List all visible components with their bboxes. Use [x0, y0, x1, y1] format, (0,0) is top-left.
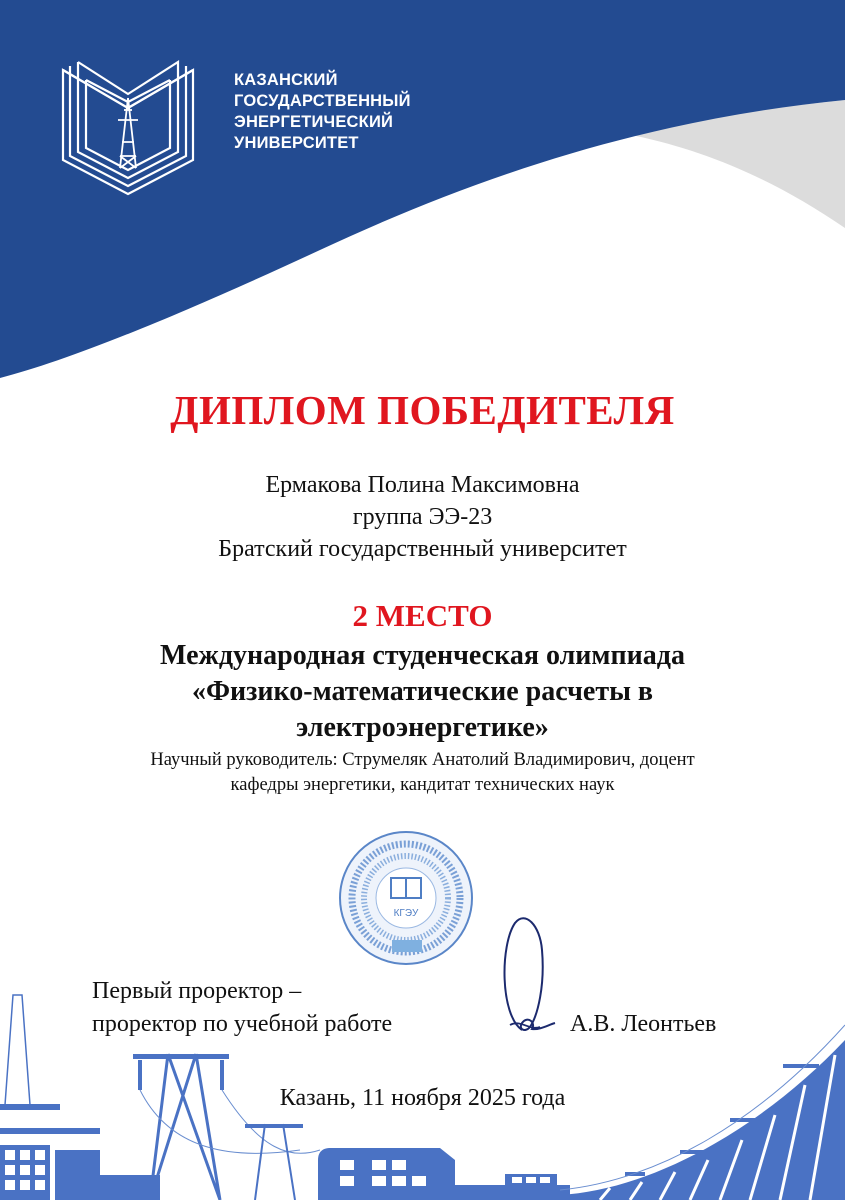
- diploma-title: ДИПЛОМ ПОБЕДИТЕЛЯ: [170, 387, 675, 433]
- university-name-line: УНИВЕРСИТЕТ: [234, 134, 359, 152]
- recipient-institution: Братский государственный университет: [218, 536, 627, 562]
- university-name-line: ЭНЕРГЕТИЧЕСКИЙ: [234, 113, 394, 131]
- supervisor-line: кафедры энергетики, кандитат технических наук: [230, 775, 615, 795]
- supervisor-line: Научный руководитель: Струмеляк Анатолий Владимирович, доцент: [150, 750, 695, 770]
- place-award: 2 МЕСТО: [352, 598, 493, 633]
- recipient-name: Ермакова Полина Максимовна: [265, 472, 580, 498]
- olympiad-title-line: Международная студенческая олимпиада: [160, 640, 685, 671]
- kgeu-book-tower-logo-icon: [58, 58, 218, 198]
- recipient-group: группа ЭЭ-23: [352, 504, 493, 530]
- official-seal-icon: [336, 828, 476, 968]
- signer-name: А.В. Леонтьев: [570, 1011, 717, 1037]
- place-date: Казань, 11 ноября 2025 года: [279, 1085, 566, 1111]
- signer-role-line: проректор по учебной работе: [92, 1011, 393, 1037]
- olympiad-title-line: «Физико-математические расчеты в: [191, 676, 654, 707]
- university-name-line: КАЗАНСКИЙ: [234, 71, 338, 89]
- university-name-line: ГОСУДАРСТВЕННЫЙ: [234, 92, 411, 110]
- signer-role-line: Первый проректор –: [92, 978, 302, 1004]
- university-name: [234, 70, 411, 154]
- stamp-label: КГЭУ: [393, 908, 419, 919]
- olympiad-title-line: электроэнергетике»: [296, 712, 549, 743]
